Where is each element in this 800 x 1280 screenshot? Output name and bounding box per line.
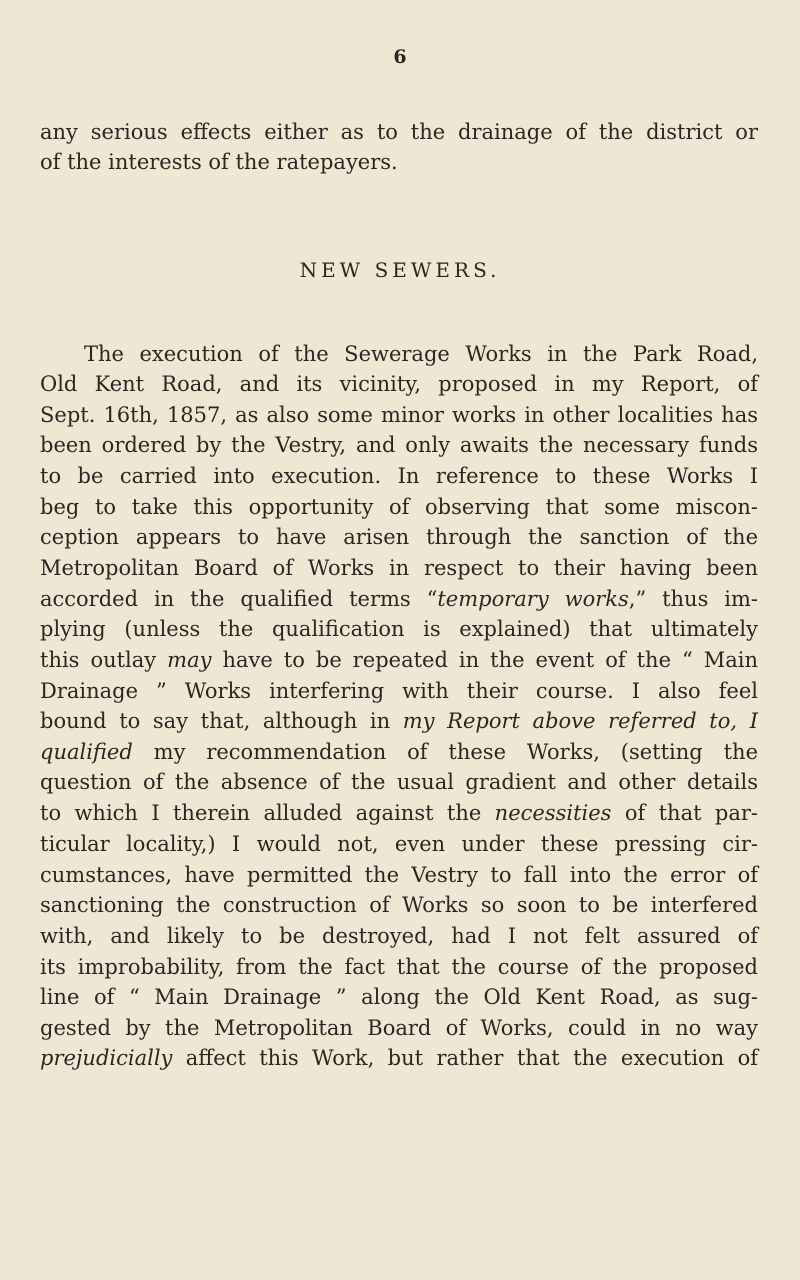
paragraph-line: its improbability, from the fact that the course of the proposed: [40, 955, 758, 979]
paragraph-line: gested by the Metropolitan Board of Works, could in no way: [40, 1016, 758, 1040]
paragraph-line: The execution of the Sewerage Works in the Park Road,: [84, 342, 758, 366]
section-heading: NEW SEWERS.: [299, 258, 501, 282]
text-run: bound to say that, although in: [40, 709, 403, 733]
paragraph-line: sanctioning the construction of Works so soon to be interfered: [40, 893, 758, 917]
text-run: my recommendation of these Works, (setting the: [132, 740, 758, 764]
paragraph-line: ticular locality,) I would not, even under these pressing cir-: [40, 832, 758, 856]
paragraph-line: [40, 585, 758, 613]
emphasis-text: necessities: [494, 801, 612, 825]
text-run: affect this Work, but rather that the execution of: [172, 1046, 758, 1070]
paragraph-line: Drainage ” Works interfering with their course. I also feel: [40, 679, 758, 703]
emphasis-text: qualified: [40, 740, 133, 764]
emphasis-text: prejudicially: [40, 1046, 173, 1070]
paragraph-line: beg to take this opportunity of observing that some miscon-: [40, 495, 758, 519]
text-run: this outlay: [40, 648, 168, 672]
text-run: have to be repeated in the event of the “ Main: [211, 648, 759, 672]
paragraph-line: line of “ Main Drainage ” along the Old Kent Road, as sug-: [40, 985, 758, 1009]
emphasis-text: may: [167, 648, 212, 672]
paragraph-line: ception appears to have arisen through the sanction of the: [40, 525, 758, 549]
paragraph-line: [40, 646, 758, 674]
paragraph-line: [40, 799, 758, 827]
paragraph-line: [40, 707, 758, 735]
intro-line-2: of the interests of the ratepayers.: [40, 150, 398, 174]
paragraph-line: with, and likely to be destroyed, had I not felt assured of: [40, 924, 758, 948]
text-run: of that par-: [611, 801, 758, 825]
emphasis-text: temporary works: [437, 587, 629, 611]
paragraph-line: plying (unless the qualification is explained) that ultimately: [40, 617, 758, 641]
paragraph-line: cumstances, have permitted the Vestry to fall into the error of: [40, 863, 758, 887]
paragraph-line: [40, 1044, 758, 1072]
paragraph-line: question of the absence of the usual gradient and other details: [40, 770, 758, 794]
text-run: ,” thus im-: [628, 587, 758, 611]
paragraph-line: Old Kent Road, and its vicinity, proposed in my Report, of: [40, 372, 758, 396]
text-run: to which I therein alluded against the: [40, 801, 495, 825]
text-run: accorded in the qualified terms “: [40, 587, 438, 611]
intro-line-1: any serious effects either as to the drainage of the district or: [40, 120, 758, 144]
paragraph-line: been ordered by the Vestry, and only awaits the necessary funds: [40, 433, 758, 457]
emphasis-text: my Report above referred to, I: [402, 709, 758, 733]
paragraph-line: [40, 738, 758, 766]
paragraph-line: Sept. 16th, 1857, as also some minor works in other localities has: [40, 403, 758, 427]
paragraph-line: to be carried into execution. In reference to these Works I: [40, 464, 758, 488]
paragraph-line: Metropolitan Board of Works in respect to their having been: [40, 556, 758, 580]
page-number: 6: [393, 46, 407, 68]
